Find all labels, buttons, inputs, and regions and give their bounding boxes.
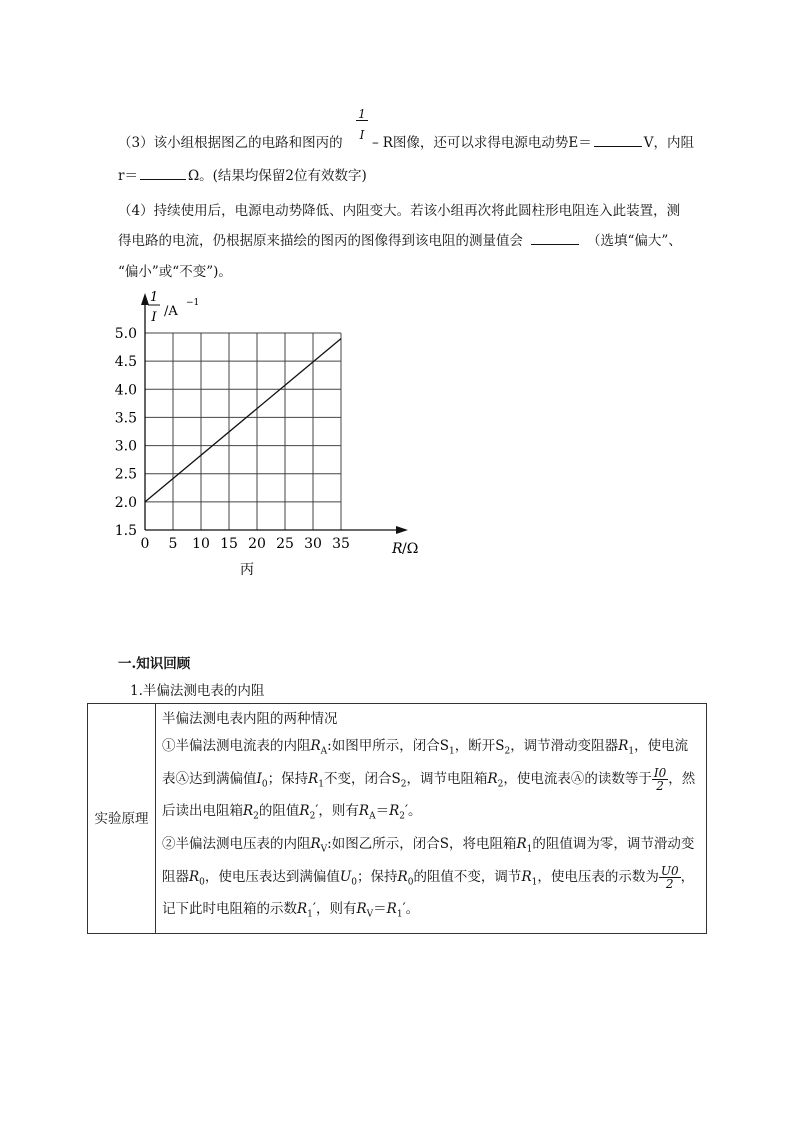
- y-tick-3.0: 3.0: [114, 438, 137, 455]
- q4-line2a: 得电路的电流，仍根据原来描绘的图丙的图像得到该电阻的测量值会: [118, 233, 523, 249]
- chart-series: [145, 339, 341, 502]
- question-4-line2: [118, 229, 682, 249]
- question-3-line1: [118, 131, 343, 151]
- r-blank[interactable]: [140, 167, 186, 180]
- x-tick-35: 35: [332, 536, 350, 552]
- q3-frac-num: 1: [356, 108, 368, 121]
- x-tick-0: 0: [140, 536, 150, 552]
- sub-title: [130, 679, 264, 699]
- chart-axes: [141, 293, 408, 534]
- table-content-cell: [156, 704, 707, 934]
- section-title-text: 一.知识回顾: [118, 656, 191, 672]
- section-title: [118, 652, 190, 672]
- y-axis-arrow: [141, 293, 149, 305]
- half-voltage-fraction: $\frac{U0}{2}$: [660, 863, 679, 891]
- x-tick-30: 30: [304, 536, 322, 552]
- q3-fraction: [356, 108, 368, 141]
- y-tick-5.0: 5.0: [114, 326, 137, 342]
- sub-title-text: 1.半偏法测电表的内阻: [130, 683, 265, 699]
- q3-tail: – R图像，还可以求得电源电动势E＝ V，内阻: [372, 135, 695, 151]
- y-tick-3.5: 3.5: [114, 410, 137, 427]
- chart-figure: [100, 285, 430, 585]
- x-tick-25: 25: [276, 536, 294, 552]
- q4-line3: “偏小”或“不变”)。: [118, 264, 232, 280]
- q3-r-prefix: r＝: [118, 168, 138, 184]
- q3-frac-den: I: [359, 128, 365, 142]
- question-4-line1: [118, 199, 680, 219]
- q3-r-suffix: Ω。(结果均保留2位有效数字): [187, 168, 367, 184]
- y-tick-4.5: 4.5: [114, 354, 137, 371]
- q3-unit-v: V，内阻: [643, 135, 695, 151]
- y-label-exp: −1: [186, 298, 200, 308]
- y-tick-2.0: 2.0: [114, 494, 137, 511]
- x-tick-15: 15: [220, 536, 238, 552]
- y-tick-4.0: 4.0: [114, 382, 137, 399]
- x-tick-20: 20: [248, 536, 266, 552]
- question-3-line2: [118, 164, 367, 184]
- table-header: 半偏法测电表内阻的两种情况: [162, 711, 338, 727]
- table-label: 实验原理: [94, 810, 149, 827]
- paragraph-voltmeter: ②半偏法测电压表的内阻$R_V$:如图乙所示，闭合S，将电阻箱$R_1$的阻值调为零，调节滑动变阻器$R_0$，使电压表达到满偏值$U_0$；保持$R_0$的阻值不变，调节$R_1$，使电压表的示数为 $\frac{U0}{2}$ ，记下此时电阻箱的示数$R_1'$，则有$R_V=R_1'$。: [162, 836, 695, 921]
- y-label-num: 1: [149, 290, 159, 305]
- q4-line2b: （选填“偏大”、: [587, 233, 682, 249]
- x-label-var: R: [392, 541, 403, 557]
- q4-line1-text: （4）持续使用后，电源电动势降低、内阻变大。若该小组再次将此圆柱形电阻连入此装置，测: [118, 203, 681, 219]
- x-axis-arrow: [396, 526, 408, 534]
- x-tick-10: 10: [192, 536, 210, 552]
- y-label-unit: /A: [164, 304, 178, 319]
- measure-blank[interactable]: [531, 232, 579, 245]
- chart-title: 丙: [240, 562, 254, 578]
- y-tick-2.5: 2.5: [114, 466, 137, 483]
- series-line-0: [145, 339, 341, 502]
- q3-prefix: （3）该小组根据图乙的电路和图丙的: [118, 135, 343, 151]
- half-current-fraction: $\frac{I0}{2}$: [653, 765, 667, 793]
- q3-mid: R图像，还可以求得电源电动势E＝: [382, 135, 592, 151]
- paragraph-ammeter: ①半偏法测电流表的内阻$R_A$:如图甲所示，闭合$S_1$，断开$S_2$，调节滑动变阻器$R_1$，使电流表Ⓐ达到满偏值$I_0$；保持$R_1$不变，闭合$S_2$，调节电阻箱$R_2$，使电流表Ⓐ的读数等于 $\frac{I0}{2}$ ，然后读出电阻箱$R_2$的阻值$R_2'$，则有$R_A=R_2'$。: [162, 738, 696, 823]
- table-label-cell: [88, 704, 156, 934]
- x-label-unit: /Ω: [402, 541, 419, 557]
- y-tick-1.5: 1.5: [114, 523, 137, 539]
- x-tick-5: 5: [168, 536, 178, 552]
- question-4-line3: [118, 260, 232, 280]
- emf-blank[interactable]: [594, 134, 642, 147]
- y-label-den: I: [151, 310, 157, 325]
- knowledge-table: [87, 703, 707, 934]
